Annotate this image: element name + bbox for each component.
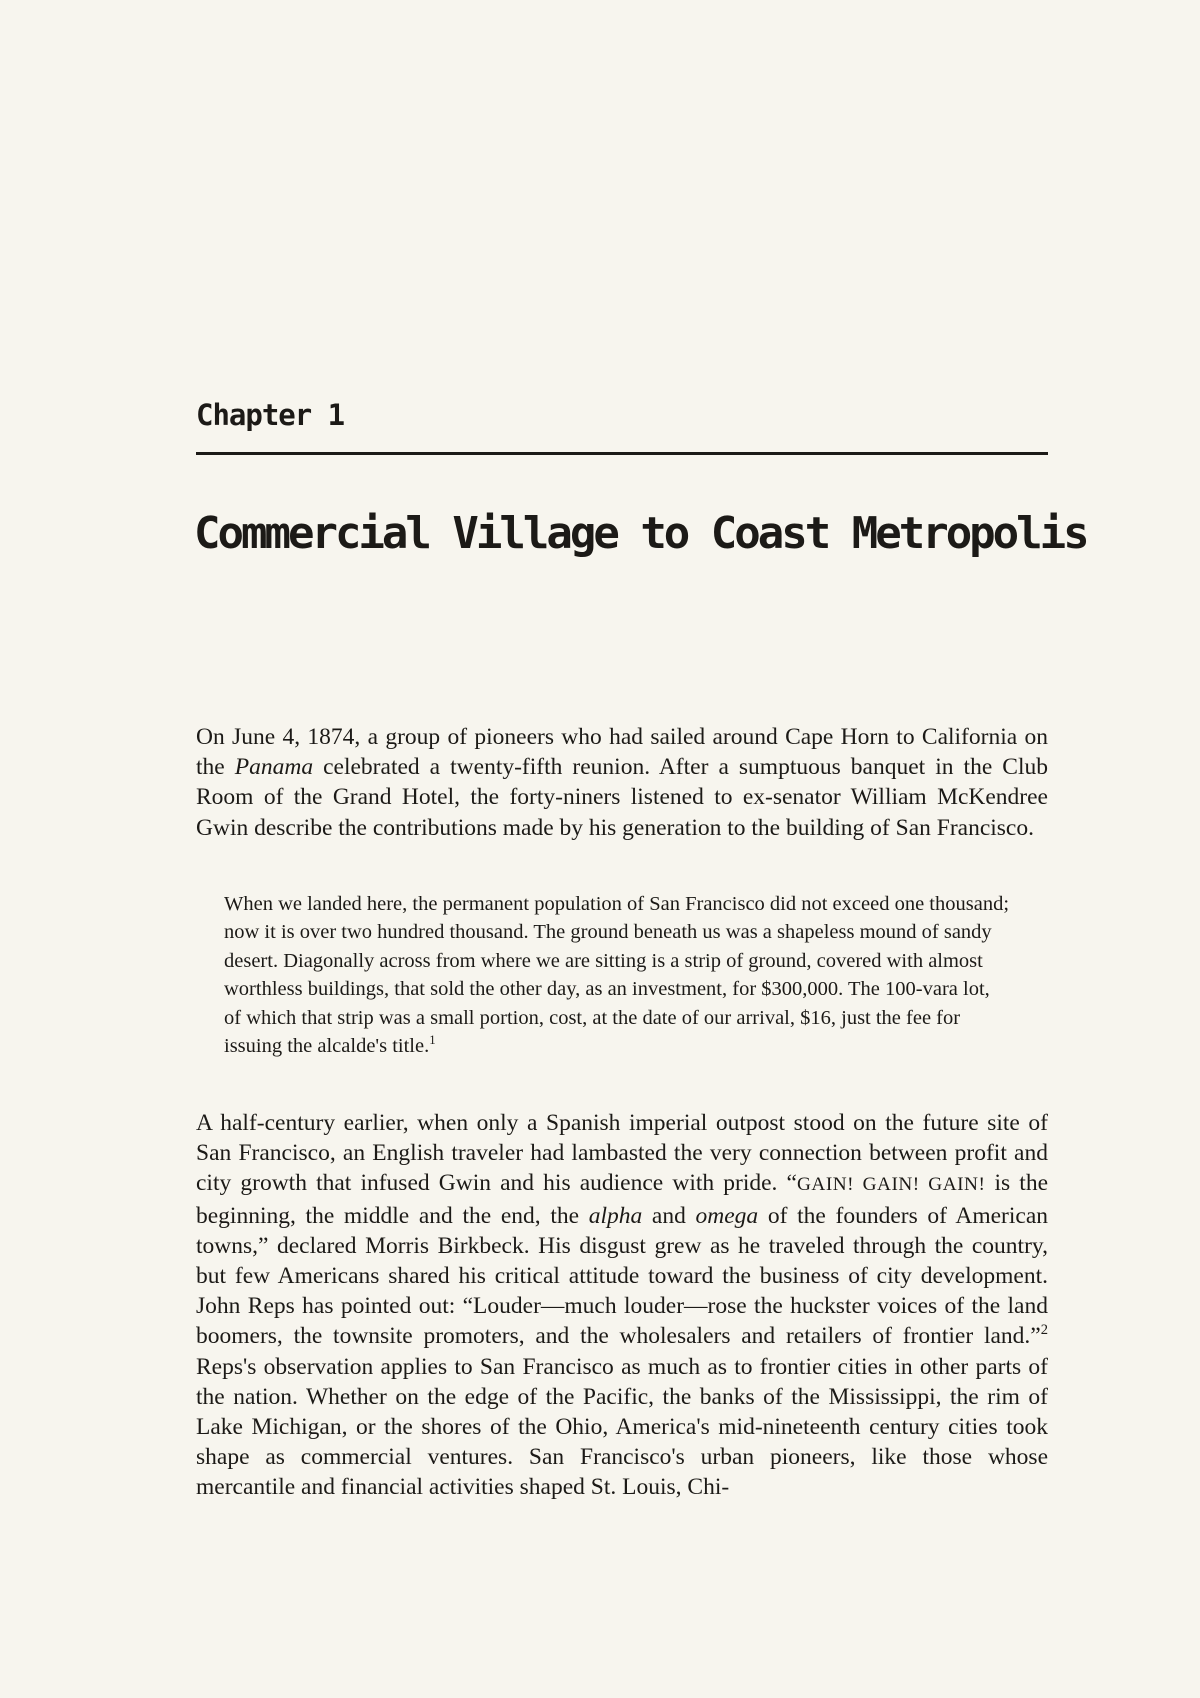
footnote-ref-1: 1 (429, 1033, 436, 1048)
second-paragraph (196, 1108, 1048, 1503)
block-quote (224, 890, 1010, 1060)
chapter-title: Commercial Village to Coast Metropolis (194, 508, 1087, 559)
ship-name: Panama (234, 754, 314, 781)
paragraph-text: A half-century earlier, when only a Spanish imperial outpost stood on the future site of San Francisco, an English traveler had lambasted the very connection between profit and city growth that infused Gwin and his audience with pride. “ (196, 1110, 1048, 1197)
alpha-word: alpha (588, 1202, 643, 1229)
omega-word: omega (695, 1202, 759, 1229)
gain-small-caps: GAIN! GAIN! GAIN! (797, 1174, 986, 1196)
chapter-rule (196, 452, 1048, 455)
paragraph-text: celebrated a twenty-fifth reunion. After a sumptuous banquet in the Club Room of the Grand Hotel, the forty-niners listened to ex-senator William McKendree Gwin describe the contributions made by his generation to the building of San Francisco. (196, 754, 1048, 841)
opening-paragraph (196, 722, 1048, 843)
chapter-label: Chapter 1 (196, 398, 345, 432)
quote-text: When we landed here, the permanent population of San Francisco did not exceed one thousand; now it is over two hundred thousand. The ground beneath us was a shapeless mound of sandy desert. Diagonally across from where we are sitting is a strip of ground, covered with almost worthless buildings, that sold the other day, as an investment, for $300,000. The 100-vara lot, of which that strip was a small portion, cost, at the date of our arrival, $16, just the fee for issuing the alcalde's title. (224, 893, 1010, 1058)
paragraph-text: and (642, 1202, 696, 1229)
footnote-ref-2: 2 (1040, 1322, 1048, 1339)
paragraph-text: On June 4, 1874, a group of pioneers who had sailed around Cape Horn to California on the (196, 724, 1048, 781)
paragraph-text: is the beginning, the middle and the end, the (196, 1170, 1049, 1229)
paragraph-text: of the founders of American towns,” declared Morris Birkbeck. His disgust grew as he traveled through the country, but few Americans shared his critical attitude toward the business of city development. John Reps has pointed out: “Louder—much louder—rose the huckster voices of the land boomers, the townsite promoters, and the wholesalers and retailers of frontier land.” (196, 1202, 1048, 1350)
paragraph-text: Reps's observation applies to San Francisco as much as to frontier cities in other parts of the nation. Whether on the edge of the Pacific, the banks of the Mississippi, the rim of Lake Michigan, or the shores of the Ohio, America's mid-nineteenth century cities took shape as commercial ventures. San Francisco's urban pioneers, like those whose mercantile and financial activities shaped St. Louis, Chi- (196, 1353, 1048, 1501)
